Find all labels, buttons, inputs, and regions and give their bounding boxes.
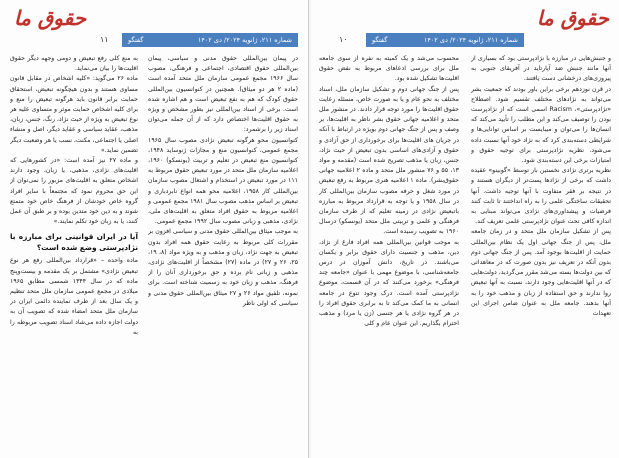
header-issue: شماره ۲۱۱، ژانویه ۲۰۲۴/ دی ۱۴۰۲ — [423, 36, 518, 44]
page-11 — [0, 0, 309, 458]
paragraph: ماده ۲۶ می‌گوید: «کلیه اشخاص در مقابل قانون مساوی هستند و بدون هیچگونه تبعیض، استحقاق حمایت برابر قانون باید هرگونه تبعیض را منع و برای کلیه اشخاص حمایت موثر و متساوی علیه هر نوع تبعیض به ویژه از حیث نژاد، رنگ، جنس، زبان، مذهب، عقاید سیاسی و عقاید دیگر، اصل و منشاء اصلی یا اجتماعی، مکنت، نسب یا هر وضعیت دیگر تضمین نماید.» — [10, 75, 138, 154]
page-10 — [311, 0, 619, 458]
page-header-bar — [366, 33, 524, 47]
paragraph: و جنبش‌هایی در مبارزه با نژادپرستی بود که بسیاری از آنها مانند جنبش ضد آپارتاید در آفریقای جنوبی به پیروزی‌های درخشانی دست یافتند. — [471, 55, 611, 83]
paragraph: کنوانسیون محو هرگونه تبعیض نژادی مصوب سال ۱۹۶۵ مجمع عمومی، کنوانسیون منع و مجازات ژنوساید ۱۹۴۸، کنوانسیون منع تبعیض در تعلیم و تربیت (یونسکو) ۱۹۶۰، اعلامیه سازمان ملل متحد در مورد تبعیض حقوق مربوط به ۱۱۱ در مورد تبعیض در استخدام و اشتغال مصوب سازمان بین‌المللی کار ۱۹۵۸، اعلامیه محو همه انواع نابردباری و تبعیض بر اساس مذهب مصوب سال ۱۹۸۱ مجمع عمومی و اعلامیه مربوط به حقوق افراد متعلق به اقلیت‌های ملی، نژادی، مذهبی و زبانی مصوب سال ۱۹۹۲ مجمع عمومی. — [148, 136, 298, 226]
paragraph: به منع کلی رفع تبعیض و دومی وجهه دیگر حقوق اقلیت‌ها را بیان می‌نماید. — [10, 55, 138, 73]
paragraph: ماده واحده – «قرارداد بین‌المللی رفع هر نوع تبعیض نژادی» مشتمل بر یک مقدمه و بیست‌وپنج ماده که در سال ۱۳۴۴ شمسی مطابق ۱۹۶۵ میلادی در مجمع عمومی سازمان ملل متحد تنظیم و یک سال بعد از طرف نماینده دائمی ایران در سازمان ملل متحد امضاء شده که تصویب آن به دولت اجازه داده می‌شاد اسناد تصویب مربوطه را به — [10, 257, 138, 336]
text-column-left — [319, 54, 459, 452]
paragraph: پس از جنگ جهانی دوم و تشکیل سازمان ملل، اسناد مختلف به نحو عام و یا به صورت خاص، مسئله رعایت حقوق اقلیت‌ها را مورد توجه قرار دادند. در منشور ملل متحد و اعلامیه جهانی حقوق بشر ناظر به اقلیت‌ها، بر وصف و پس از جنگ جهانی دوم بویژه در ارتباط با آنکه در جریان های اقلیت‌ها برای برخورداری از حق آزادی و حقوق و آزادی‌های اساسی بدون تبعیض از حیث نژاد، جنس، زبان یا مذهب تصریح شده است (مقدمه و مواد ۱۳، ۵۵ و ۷۶ منشور ملل متحد و ماده ۲ اعلامیه جهانی حقوق‌بشر). ماده ۱ اعلامیه هنری مربوط به رفع تبعیض در مورد شغل و حرفه مصوب سازمان بین‌المللی کار در سال ۱۹۵۸ و یا توجه به قرارداد مربوط به مبارزه باتبعیض نژادی در زمینه تعلیم که از طرف سازمان فرهنگی و علمی و تربیتی ملل متحد (یونسکو) درسال ۱۹۶۰ به تصویب رسیده است. — [319, 85, 459, 236]
header-section: گفتگو — [128, 36, 144, 44]
paragraph: و ماده ۲۷ نیز آمده است: «در کشورهایی که اقلیت‌های نژادی، مذهبی، یا زبان، وجود دارند اشخاص متعلق به اقلیت‌های مزبور را نمی‌توان از این حق محروم نمود که مجتمعاً با سایر افراد گروه خاص خودشان از فرهنگ خاص خود متمتع شوند و به دین خود متدین بوده و بر طبق آن عمل کنند، یا به زبان خود تکلم نمایند.» — [10, 157, 138, 226]
paragraph: در قرن نوزدهم برخی براین باور بودند که جمعیت بشر می‌تواند به نژادهای مختلف تقسیم شود. اصطلاح «نژادپرستی»، Racism اسمی است که از نژادپرست بودن را توصیف می‌کند و این مطلب را تأیید می‌کند که انسان‌ها را می‌توان و میبایست بر اساس توانایی‌ها و شرایطی دسته‌بندی کرد که به نژاد خود آنها نسبت داده می‌شود. نظریه نژادپرستی برای توجیه حقوق و امتیازات برخی این دسته‌بندی شود. — [471, 85, 611, 165]
page-number: ۱۱ — [100, 35, 109, 44]
page-number: ۱۰ — [339, 35, 348, 44]
header-section: گفتگو — [372, 36, 388, 44]
paragraph: به موجب میثاق بین‌المللی حقوق مدنی و سیاسی افزون بر مقررات کلی مربوط به رعایت حقوق همه افراد بدون تبعیض به جهت نژاد، زبان و مذهب و به ویژه مواد (۸، ۱۹، ۲۵، ۲۶ و ۲۷) در ماده (۲۷) مشخصاً از اقلیت‌های نژادی، مذهبی و زبانی نام برده و حق برخورداری آنان را از فرهنگ، مذهب و زبان خود به رسمیت شناخته است. برای نمونه، تلفیق مواد ۲۶ و ۲۷ میثاق بین‌المللی حقوق مدنی و سیاسی که اولی ناظر — [148, 228, 298, 307]
page-header-bar — [122, 33, 298, 47]
text-column-right — [471, 54, 611, 452]
paragraph: پس از تشکیل سازمان ملل متحد و در زمان جامعه ملل، پس از جنگ جهانی اول یک نظام بین‌المللی حمایت از اقلیت‌ها بوجود آمد. پس از جنگ جهانی دوم بدون آنکه در تعریف نیز بدون صورت که در معاهداتی که بین دولت‌ها بسته می‌شد مقرر می‌گردید، دولت‌هایی که در آنها اقلیت‌هایی وجود دارند، نسبت به آنها تبعیض روا ندارند و حق استفاده از زبان و مذهب خود را به آنها بدهند. جامعه ملل به عنوان ضامن اجرای این تعهدات — [471, 228, 611, 318]
paragraph: محسوب می‌شد و یک کمیته به نفره از سوی جامعه ملل برای بررسی ادعاهای مربوط به نقض حقوق اقلیت‌ها تشکیل شده بود. — [319, 55, 459, 83]
text-column-right — [148, 54, 298, 452]
paragraph: در پیمان بین‌المللی حقوق مدنی و سیاسی، پیمان بین‌المللی حقوق اقتصادی، اجتماعی و فرهنگی، مصوب سال ۱۹۶۶ مجمع عمومی سازمان ملل متحد آمده است (ماده ۲ هر دو میثاق). همچنین در کنوانسیون بین‌المللی حقوق کودک که هم به نفع تبعیض است و هم اشاره شده است. برخی از اسناد بین‌المللی نیز بطور مشخص و ویژه به حقوق اقلیت‌ها اختصاص دارد که از آن جمله می‌توان اسناد زیر را برشمرد: — [148, 55, 298, 134]
paragraph: نظریه برتری نژادی نخستین بار توسط «گوبینو» عقیده داشت که برخی از نژادها پست‌تر از دیگران هستند و در نتیجه بر فقر متفاوت با آنها توجیه داشت. آنها تحقیقات ساختگی علمی را به راه انداختند تا ثابت کنند فرضیات و پیشداوری‌های نژادی می‌تواند مبنایی به اندازه کافی تحت عنوان نژادپرستی علمی تعریف کند. — [471, 167, 611, 226]
section-heading: آیا در ایران قوانینی برای مبارزه با نژادپرستی وضع شده است؟ — [10, 232, 138, 253]
header-issue: شماره ۲۱۱، ژانویه ۲۰۲۴/ دی ۱۴۰۲ — [197, 36, 292, 44]
magazine-logo: حقوق ما — [14, 6, 87, 30]
text-column-left — [10, 54, 138, 452]
magazine-logo: حقوق ما — [536, 6, 609, 30]
paragraph: به موجب قوانین بین‌المللی همه افراد فارغ از نژاد، دین، مذهب و جنسیت دارای حقوق برابر و یکسان می‌باشند. در تاریخ، دانش آموزان در درس جامعه‌شناسی، با موضوع مهمی با عنوان «جامعه چند فرهنگی» برخورد می‌کنند که در آن قسمت، موضوع نژادپرستی آمده است. درک وجود تنوع در جامعه انسانی به ما کمک می‌کند تا به برابری حقوق افراد را در هر گروه نژادی یا هر جنسی (زن یا مرد) و مذهب احترام بگذاریم. این عنوان عام و کلی — [319, 238, 459, 328]
